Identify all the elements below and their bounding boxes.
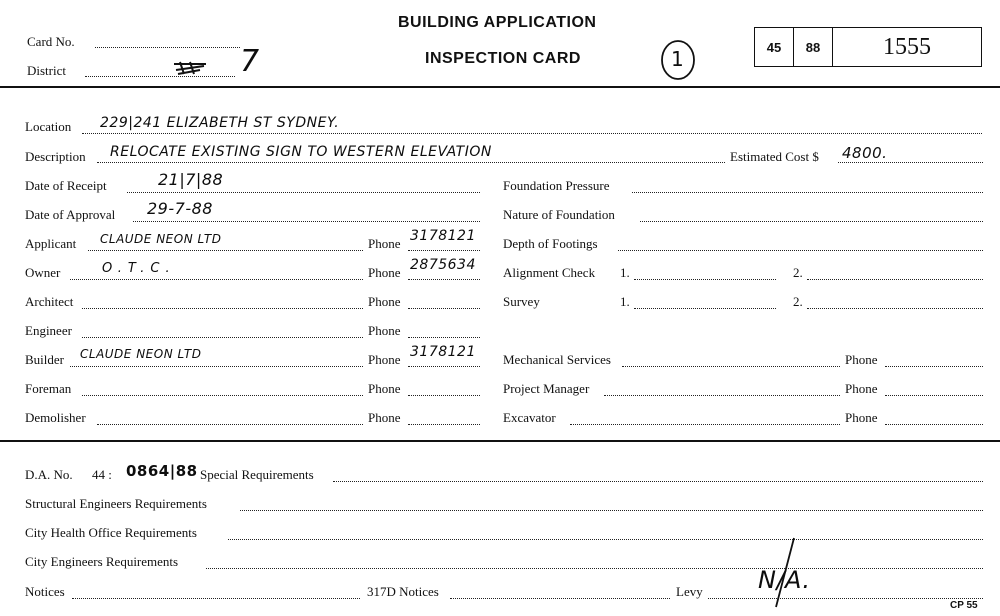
architect-line: [82, 308, 363, 309]
architect-phone-label: Phone: [368, 294, 401, 309]
date-approval-line: [133, 221, 480, 222]
date-receipt-line: [127, 192, 480, 193]
architect-phone-line: [408, 308, 480, 309]
alignment-line-1: [634, 279, 776, 280]
engineer-line: [82, 337, 363, 338]
survey-line-1: [634, 308, 776, 309]
applicant-phone-line: [408, 250, 480, 251]
form-title-line2: INSPECTION CARD: [425, 50, 581, 67]
foreman-label: Foreman: [25, 381, 72, 396]
owner-phone-label: Phone: [368, 265, 401, 280]
applicant-phone-value: 3178121: [410, 228, 476, 244]
project-manager-phone-label: Phone: [845, 381, 878, 396]
demolisher-line: [97, 424, 363, 425]
nature-foundation-line: [640, 221, 983, 222]
survey-label: Survey: [503, 294, 540, 309]
foreman-phone-line: [408, 395, 480, 396]
header-divider: [0, 86, 1000, 88]
mechanical-line: [622, 366, 840, 367]
structural-label: Structural Engineers Requirements: [25, 496, 207, 511]
applicant-label: Applicant: [25, 236, 77, 251]
structural-line: [240, 510, 983, 511]
foundation-pressure-line: [632, 192, 983, 193]
estimated-cost-value: 4800.: [842, 144, 888, 162]
alignment-num-1: 1.: [620, 265, 630, 280]
builder-phone-label: Phone: [368, 352, 401, 367]
estimated-cost-line: [838, 162, 983, 163]
location-label: Location: [25, 119, 72, 134]
depth-footings-label: Depth of Footings: [503, 236, 598, 251]
location-value: 229|241 ELIZABETH ST SYDNEY.: [100, 115, 340, 131]
card-no-label: Card No.: [27, 34, 75, 49]
district-value: 7: [240, 44, 260, 79]
applicant-line: [88, 250, 363, 251]
demolisher-phone-line: [408, 424, 480, 425]
builder-phone-line: [408, 366, 480, 367]
engineer-label: Engineer: [25, 323, 72, 338]
owner-phone-line: [408, 279, 480, 280]
notices-label: Notices: [25, 584, 65, 599]
alignment-line-2: [807, 279, 983, 280]
levy-label: Levy: [676, 584, 703, 599]
da-value: 0864|88: [126, 462, 198, 480]
owner-label: Owner: [25, 265, 61, 280]
description-label: Description: [25, 149, 86, 164]
health-label: City Health Office Requirements: [25, 525, 197, 540]
mechanical-phone-line: [885, 366, 983, 367]
health-line: [228, 539, 983, 540]
project-manager-label: Project Manager: [503, 381, 590, 396]
notices-line: [72, 598, 360, 599]
excavator-phone-line: [885, 424, 983, 425]
date-receipt-label: Date of Receipt: [25, 178, 107, 193]
district-scribble: [170, 56, 234, 80]
survey-num-1: 1.: [620, 294, 630, 309]
section-divider: [0, 440, 1000, 442]
special-requirements-label: Special Requirements: [200, 467, 314, 482]
mechanical-phone-label: Phone: [845, 352, 878, 367]
survey-num-2: 2.: [793, 294, 803, 309]
excavator-phone-label: Phone: [845, 410, 878, 425]
builder-label: Builder: [25, 352, 64, 367]
applicant-value: CLAUDE NEON LTD: [100, 232, 222, 246]
owner-value: O.T.C.: [102, 261, 176, 276]
levy-value: N/A.: [758, 566, 811, 594]
foreman-line: [82, 395, 363, 396]
location-line: [82, 133, 982, 134]
date-receipt-value: 21|7|88: [158, 170, 224, 189]
form-code: CP 55: [950, 600, 978, 611]
card-no-line: [95, 47, 240, 48]
notices-317d-line: [450, 598, 670, 599]
card-box-1: 45: [754, 27, 794, 67]
card-box-2: 88: [793, 27, 833, 67]
special-requirements-line: [333, 481, 983, 482]
owner-phone-value: 2875634: [410, 257, 476, 273]
project-manager-line: [604, 395, 840, 396]
excavator-line: [570, 424, 840, 425]
circled-number: 1: [671, 47, 685, 71]
form-title-line1: BUILDING APPLICATION: [398, 14, 597, 31]
foreman-phone-label: Phone: [368, 381, 401, 396]
engineer-phone-label: Phone: [368, 323, 401, 338]
excavator-label: Excavator: [503, 410, 556, 425]
card-box-3: 1555: [832, 27, 982, 67]
city-engineers-label: City Engineers Requirements: [25, 554, 179, 569]
da-label: D.A. No.: [25, 467, 73, 482]
project-manager-phone-line: [885, 395, 983, 396]
alignment-num-2: 2.: [793, 265, 803, 280]
applicant-phone-label: Phone: [368, 236, 401, 251]
depth-footings-line: [618, 250, 983, 251]
description-line: [97, 162, 725, 163]
da-prefix: 44 :: [92, 467, 112, 482]
district-label: District: [27, 63, 66, 78]
builder-line: [70, 366, 363, 367]
nature-foundation-label: Nature of Foundation: [503, 207, 615, 222]
owner-line: [70, 279, 363, 280]
builder-phone-value: 3178121: [410, 344, 476, 360]
estimated-cost-label: Estimated Cost $: [730, 149, 819, 164]
date-approval-label: Date of Approval: [25, 207, 116, 222]
description-value: RELOCATE EXISTING SIGN TO WESTERN ELEVATION: [110, 144, 492, 160]
city-engineers-line: [206, 568, 983, 569]
date-approval-value: 29-7-88: [147, 199, 213, 218]
demolisher-label: Demolisher: [25, 410, 86, 425]
alignment-check-label: Alignment Check: [503, 265, 596, 280]
demolisher-phone-label: Phone: [368, 410, 401, 425]
builder-value: CLAUDE NEON LTD: [80, 347, 202, 361]
foundation-pressure-label: Foundation Pressure: [503, 178, 610, 193]
survey-line-2: [807, 308, 983, 309]
architect-label: Architect: [25, 294, 74, 309]
engineer-phone-line: [408, 337, 480, 338]
levy-line: [708, 598, 983, 599]
notices-317d-label: 317D Notices: [367, 584, 439, 599]
mechanical-label: Mechanical Services: [503, 352, 611, 367]
